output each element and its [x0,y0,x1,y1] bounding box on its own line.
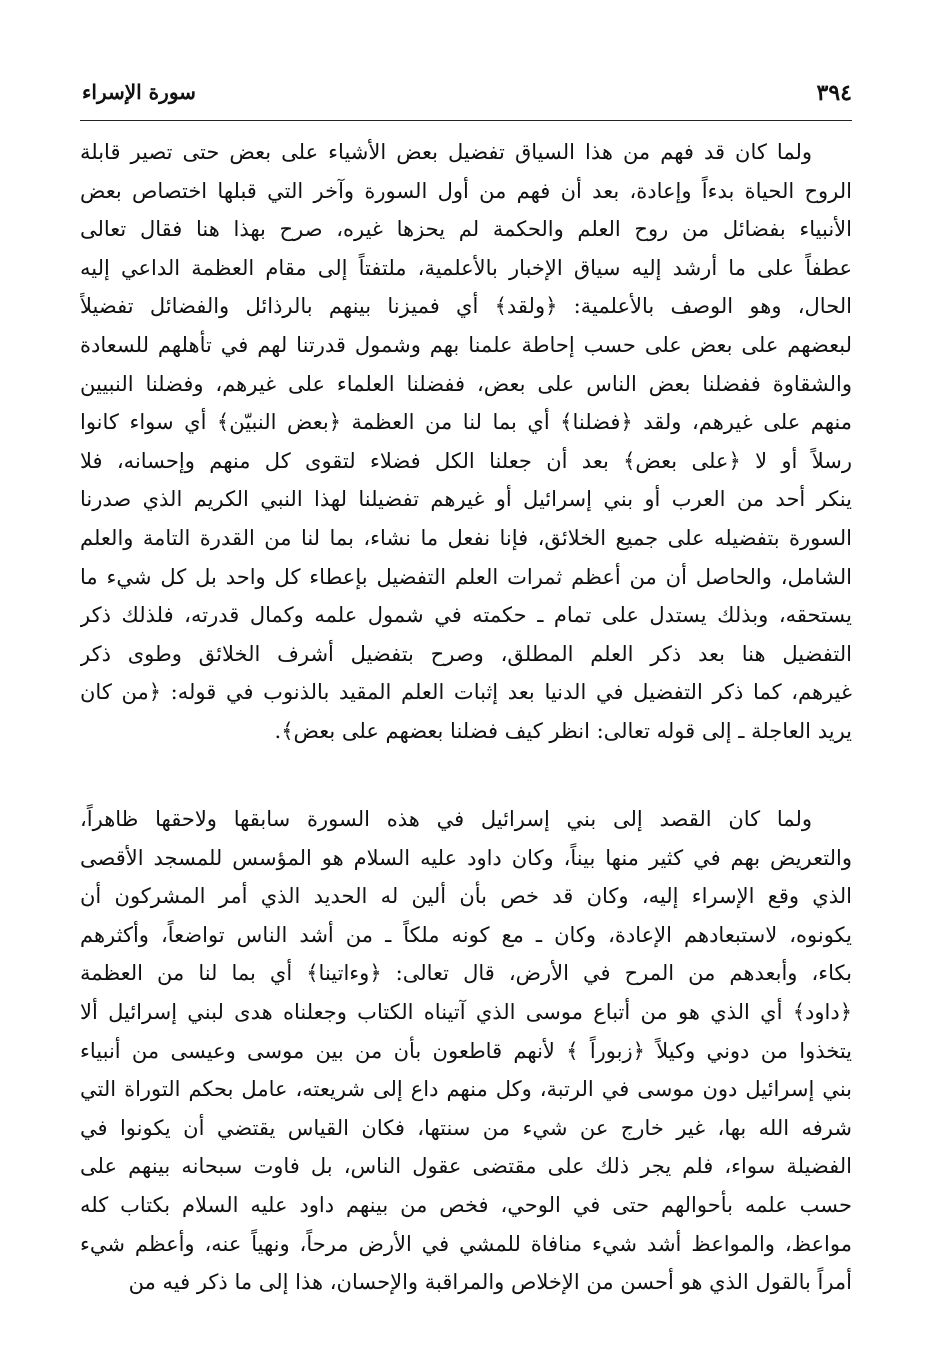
text-line: شرفه الله بها، غير خارج عن شيء من سنتها، فكان القياس يقتضي أن يكونوا في [80,1115,852,1140]
text-line: مواعظ، والمواعظ أشد شيء منافاة للمشي في الأرض مرحاً، ونهياً عنه، وأعظم شيء [80,1231,852,1256]
text-line: الحال، وهو الوصف بالأعلمية: ﴿ولقد﴾ أي فميزنا بينهم بالرذائل والفضائل تفضيلاً [80,294,852,319]
text-line: ﴿داود﴾ أي الذي هو من أتباع موسى الذي آتيناه الكتاب وجعلناه هدى لبني إسرائيل ألا [80,999,852,1024]
text-line: الروح الحياة بدءاً وإعادة، بعد أن فهم من أول السورة وآخر التي قبلها اختصاص بعض [80,178,852,203]
text-line: أمراً بالقول الذي هو أحسن من الإخلاص والمراقبة والإحسان، هذا إلى ما ذكر فيه من [128,1270,852,1295]
text-line: غيرهم، كما ذكر التفضيل في الدنيا بعد إثبات العلم المقيد بالذنوب في قوله: ﴿من كان [80,680,852,705]
text-line: حسب علمه بأحوالهم حتى في الوحي، فخص من بينهم داود عليه السلام بكتاب كله [80,1192,852,1217]
text-line: والتعريض بهم في كثير منها بيناً، وكان داود عليه السلام هو المؤسس للمسجد الأقصى [80,845,852,870]
paragraph-1 [80,133,852,751]
paragraph-2 [80,800,852,1302]
page-number: ٣٩٤ [816,80,852,106]
text-line: يستحقه، وبذلك يستدل على تمام ـ حكمته في شمول علمه وكمال قدرته، فلذلك ذكر [80,603,852,628]
text-line: يتخذوا من دوني وكيلاً ﴿زبوراً ﴾ لأنهم قاطعون بأن من بين موسى وعيسى من أنبياء [80,1038,852,1063]
text-line: السورة بتفضيله على جميع الخلائق، فإنا نفعل ما نشاء، بما لنا من القدرة التامة والعلم [80,525,852,550]
text-line: يريد العاجلة ـ إلى قوله تعالى: انظر كيف فضلنا بعضهم على بعض﴾. [274,718,852,743]
text-line: ولما كان قد فهم من هذا السياق تفضيل بعض الأشياء على بعض حتى تصير قابلة [80,140,812,164]
text-line: رسلاً أو لا ﴿على بعض﴾ بعد أن جعلنا الكل فضلاء لتقوى كل منهم وإحسانه، فلا [80,448,852,473]
text-line: منهم على غيرهم، ولقد ﴿فضلنا﴾ أي بما لنا من العظمة ﴿بعض النبيّن﴾ أي سواء كانوا [80,410,852,435]
text-line: بني إسرائيل دون موسى في الرتبة، وكل منهم داع إلى شريعته، عامل بحكم التوراة التي [80,1077,852,1102]
text-line: الذي وقع الإسراء إليه، وكان قد خص بأن ألين له الحديد الذي أمر المشركون أن [80,884,852,909]
page-header [82,78,852,114]
text-line: لبعضهم على بعض على حسب إحاطة علمنا بهم وشمول قدرتنا لهم في تأهلهم للسعادة [80,332,852,357]
text-line: يكونوه، لاستبعادهم الإعادة، وكان ـ مع كونه ملكاً ـ من أشد الناس تواضعاً، وأكثرهم [80,922,852,947]
text-line: الأنبياء بفضائل من روح العلم والحكمة لم يحزها غيره، صرح بهذا هنا فقال تعالى [80,217,852,242]
text-line: والشقاوة ففضلنا بعض الناس على بعض، ففضلنا العلماء على غيرهم، وفضلنا النبيين [80,371,852,396]
surah-title: سورة الإسراء [82,80,196,104]
text-line: ولما كان القصد إلى بني إسرائيل في هذه السورة سابقها ولاحقها ظاهراً، [80,807,812,831]
text-line: الفضيلة سواء، فلم يجر ذلك على مقتضى عقول الناس، بل فاوت سبحانه بينهم على [80,1154,852,1179]
text-line: ينكر أحد من العرب أو بني إسرائيل أو غيرهم تفضيلنا لهذا النبي الكريم الذي صدرنا [80,487,852,512]
header-divider [80,120,852,121]
text-line: الشامل، والحاصل أن من أعظم ثمرات العلم التفضيل بإعطاء كل واحد بل كل شيء ما [80,564,852,589]
text-line: عطفاً على ما أرشد إليه سياق الإخبار بالأعلمية، ملتفتاً إلى مقام العظمة الداعي إليه [80,255,852,280]
text-line: بكاء، وأبعدهم من المرح في الأرض، قال تعالى: ﴿وءاتينا﴾ أي بما لنا من العظمة [80,961,852,986]
text-line: التفضيل هنا بعد ذكر العلم المطلق، وصرح بتفضيل أشرف الخلائق وطوى ذكر [80,641,852,666]
